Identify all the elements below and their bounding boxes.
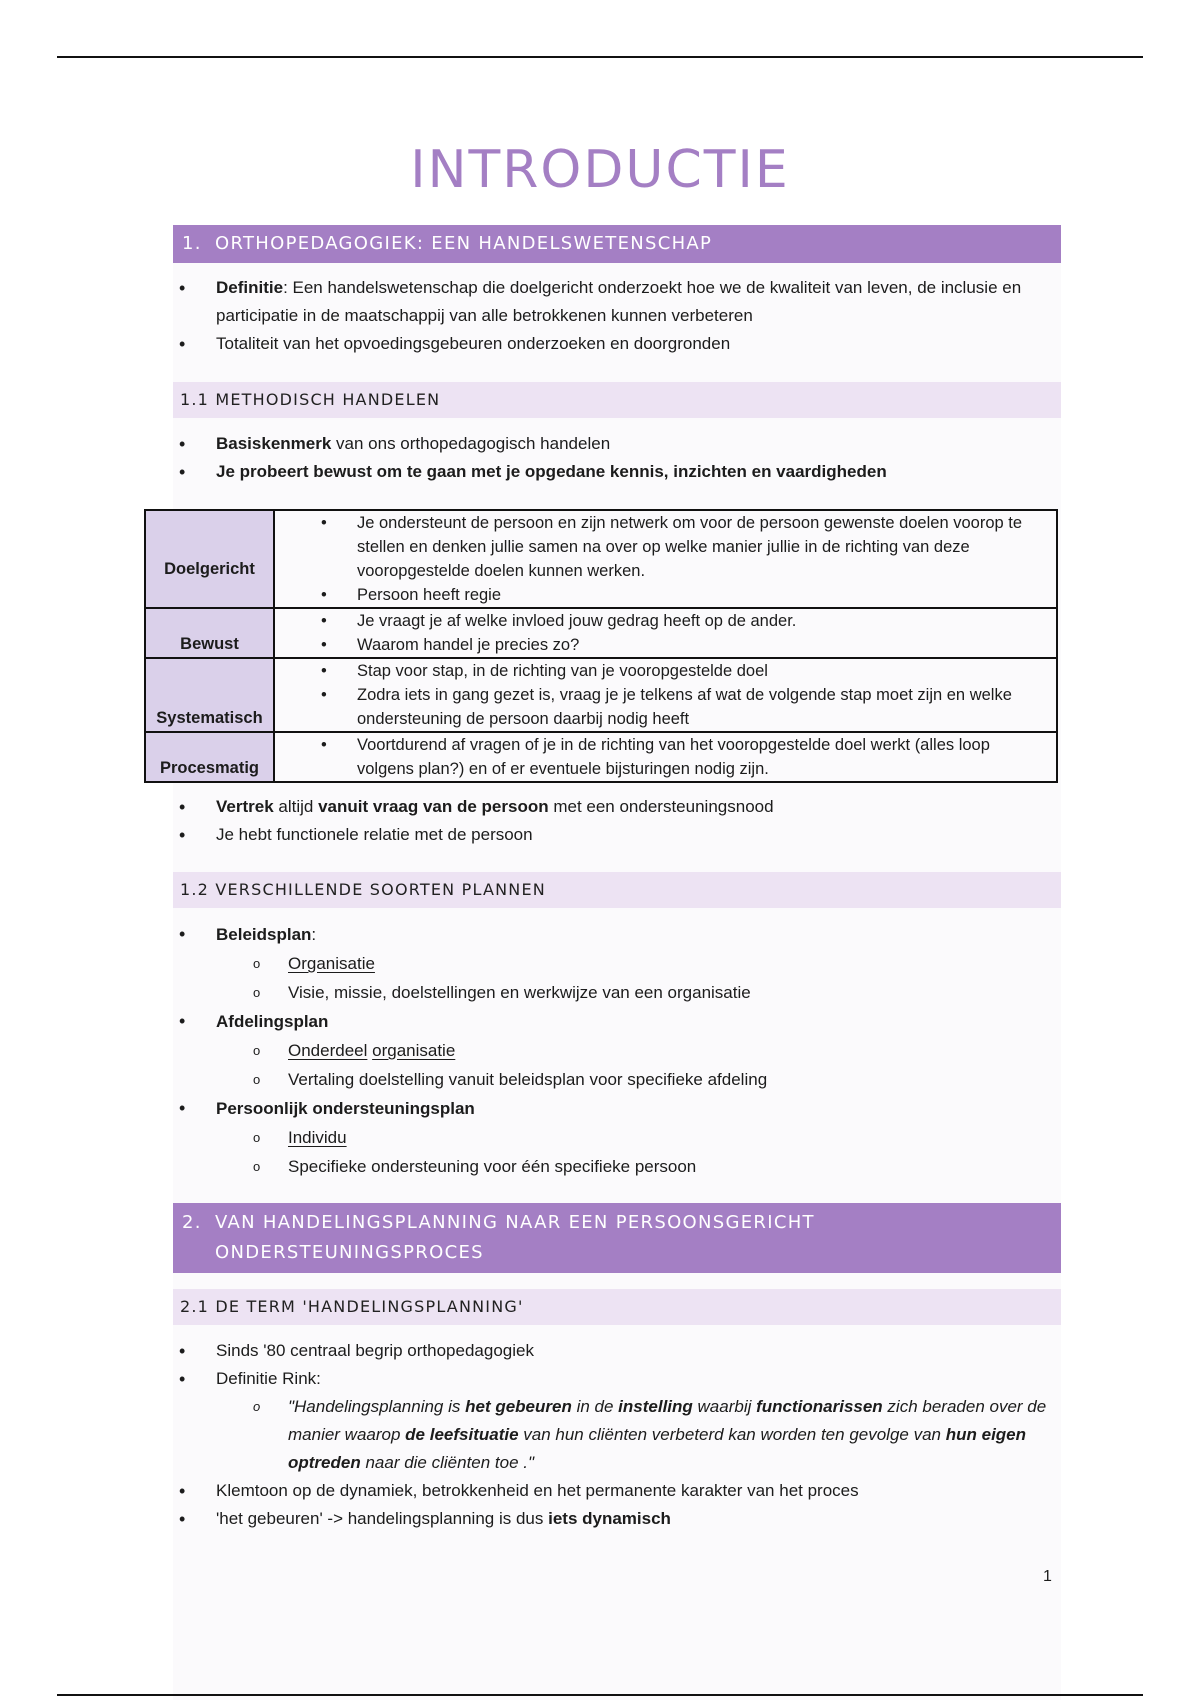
table-bullet: • Waarom handel je precies zo? [275, 633, 1056, 657]
quote-text: naar die cliënten toe ." [360, 1453, 535, 1472]
methodisch-handelen-table [144, 509, 1058, 783]
list-item-text: 'het gebeuren' -> handelingsplanning is dus [216, 1509, 549, 1528]
table-bullet: • Zodra iets in gang gezet is, vraag je je telkens af wat de volgende stap moet zijn en welke ondersteuning de persoon daarbij nodig heeft [275, 683, 1056, 731]
table-row [145, 658, 1057, 732]
sub-list-item [173, 1036, 1053, 1065]
quote-text: in de [571, 1397, 619, 1416]
list-item-emphasis: vanuit vraag van de persoon [318, 797, 549, 816]
list-item [173, 793, 1053, 821]
list-item [173, 430, 1053, 458]
sub-item-text: Visie, missie, doelstellingen en werkwijze van een organisatie [288, 983, 751, 1002]
section-1-1-list [173, 430, 1053, 486]
page-title: INTRODUCTIE [410, 140, 790, 200]
heading-2-1: 2.1 DE TERM 'HANDELINGSPLANNING' [173, 1289, 1061, 1325]
list-item [173, 458, 1053, 486]
heading-number: 1. [182, 233, 202, 254]
quote-text: van hun cliënten verbeterd kan worden ten gevolge van [518, 1425, 946, 1444]
section-2-1-list [173, 1337, 1053, 1533]
quote-text: zich beraden over de manier waarop [288, 1397, 1047, 1444]
heading-1-2: 1.2 VERSCHILLENDE SOORTEN PLANNEN [173, 872, 1061, 908]
quote-emphasis: hun eigen optreden [288, 1425, 1027, 1472]
row-content [274, 658, 1057, 732]
list-item [173, 1337, 1053, 1365]
page-number: 1 [1043, 1568, 1052, 1585]
list-item [173, 1477, 1053, 1505]
row-content [274, 732, 1057, 782]
row-content [274, 510, 1057, 608]
list-item-text: Sinds '80 centraal begrip orthopedagogiek [216, 1341, 534, 1360]
sub-item-underlined: organisatie [372, 1041, 456, 1060]
list-item [173, 1094, 1053, 1123]
section-1-2-list [173, 920, 1053, 1181]
sub-item-underlined: Organisatie [288, 954, 375, 973]
table-bullet: • Je ondersteunt de persoon en zijn netwerk om voor de persoon gewenste doelen voorop te stellen en denken jullie samen na over op welke manier jullie in de richting van deze vooropgestelde doelen kunnen werken. [275, 511, 1056, 583]
table-row [145, 608, 1057, 658]
list-item-emphasis: iets dynamisch [548, 1509, 671, 1528]
list-item [173, 330, 1053, 358]
list-item [173, 1365, 1053, 1393]
term-basiskenmerk: Basiskenmerk [216, 434, 332, 453]
heading-1-1: 1.1 METHODISCH HANDELEN [173, 382, 1061, 418]
list-item-text: altijd [273, 797, 319, 816]
heading-section-1 [173, 225, 1061, 263]
heading-text-line-1: VAN HANDELINGSPLANNING NAAR EEN PERSOONSGERICHT [215, 1212, 815, 1233]
list-item [173, 821, 1053, 849]
sub-item-text: Specifieke ondersteuning voor één specifieke persoon [288, 1157, 697, 1176]
list-item [173, 274, 1053, 330]
term-definitie: Definitie [216, 278, 284, 297]
sub-item-underlined: Individu [288, 1128, 347, 1147]
after-table-list [173, 793, 1053, 849]
table-bullet: • Persoon heeft regie [275, 583, 1056, 607]
list-item-text: Totaliteit van het opvoedingsgebeuren onderzoeken en doorgronden [216, 334, 731, 353]
sub-list-item [173, 1065, 1053, 1094]
sub-list-item [173, 1123, 1053, 1152]
quote-emphasis: functionarissen [756, 1397, 883, 1416]
table-bullet: • Voortdurend af vragen of je in de richting van het vooropgestelde doel werkt (alles loop volgens plan?) en of er eventuele bijsturingen nodig zijn. [275, 733, 1056, 781]
sub-list-item [173, 1152, 1053, 1181]
row-label: Bewust [145, 608, 274, 658]
list-item-text: : [311, 925, 317, 944]
list-item-text: Definitie Rink: [216, 1369, 321, 1388]
top-rule [57, 56, 1143, 58]
term-ondersteuningsplan: Persoonlijk ondersteuningsplan [216, 1099, 475, 1118]
table-row [145, 510, 1057, 608]
list-item [173, 1007, 1053, 1036]
definition-text: : Een handelswetenschap die doelgericht onderzoekt hoe we de kwaliteit van leven, de inclusie en participatie in de maatschappij van alle betrokkenen kunnen verbeteren [216, 278, 1022, 325]
bottom-rule [57, 1694, 1143, 1696]
sub-list-item [173, 978, 1053, 1007]
table-row [145, 732, 1057, 782]
row-label: Procesmatig [145, 732, 274, 782]
table-bullet: • Je vraagt je af welke invloed jouw gedrag heeft op de ander. [275, 609, 1056, 633]
quote-text: "Handelingsplanning is [288, 1397, 466, 1416]
term-afdelingsplan: Afdelingsplan [216, 1012, 329, 1031]
row-content [274, 608, 1057, 658]
list-item-text: Je hebt functionele relatie met de persoon [216, 825, 533, 844]
row-label: Doelgericht [145, 510, 274, 608]
sub-list-item [173, 949, 1053, 978]
heading-section-2 [173, 1203, 1061, 1273]
heading-number: 2. [182, 1212, 202, 1233]
definition-quote [173, 1393, 1053, 1477]
sub-item-underlined: Onderdeel [288, 1041, 368, 1060]
list-item-text: Klemtoon op de dynamiek, betrokkenheid en het permanente karakter van het proces [216, 1481, 859, 1500]
list-item [173, 920, 1053, 949]
quote-emphasis: het gebeuren [465, 1397, 572, 1416]
term-beleidsplan: Beleidsplan [216, 925, 312, 944]
quote-text: waarbij [692, 1397, 757, 1416]
term-vertrek: Vertrek [216, 797, 274, 816]
heading-text-line-2: ONDERSTEUNINGSPROCES [215, 1242, 484, 1263]
table-bullet: • Stap voor stap, in de richting van je vooropgestelde doel [275, 659, 1056, 683]
list-item [173, 1505, 1053, 1533]
quote-emphasis: instelling [618, 1397, 693, 1416]
row-label: Systematisch [145, 658, 274, 732]
sub-item-text: Vertaling doelstelling vanuit beleidsplan voor specifieke afdeling [288, 1070, 768, 1089]
quote-emphasis: de leefsituatie [405, 1425, 519, 1444]
section-1-list [173, 274, 1053, 358]
list-item-text: Je probeert bewust om te gaan met je opgedane kennis, inzichten en vaardigheden [216, 462, 887, 481]
list-item-text: met een ondersteuningsnood [548, 797, 774, 816]
list-item-text: van ons orthopedagogisch handelen [331, 434, 611, 453]
heading-text: ORTHOPEDAGOGIEK: EEN HANDELSWETENSCHAP [215, 233, 713, 254]
